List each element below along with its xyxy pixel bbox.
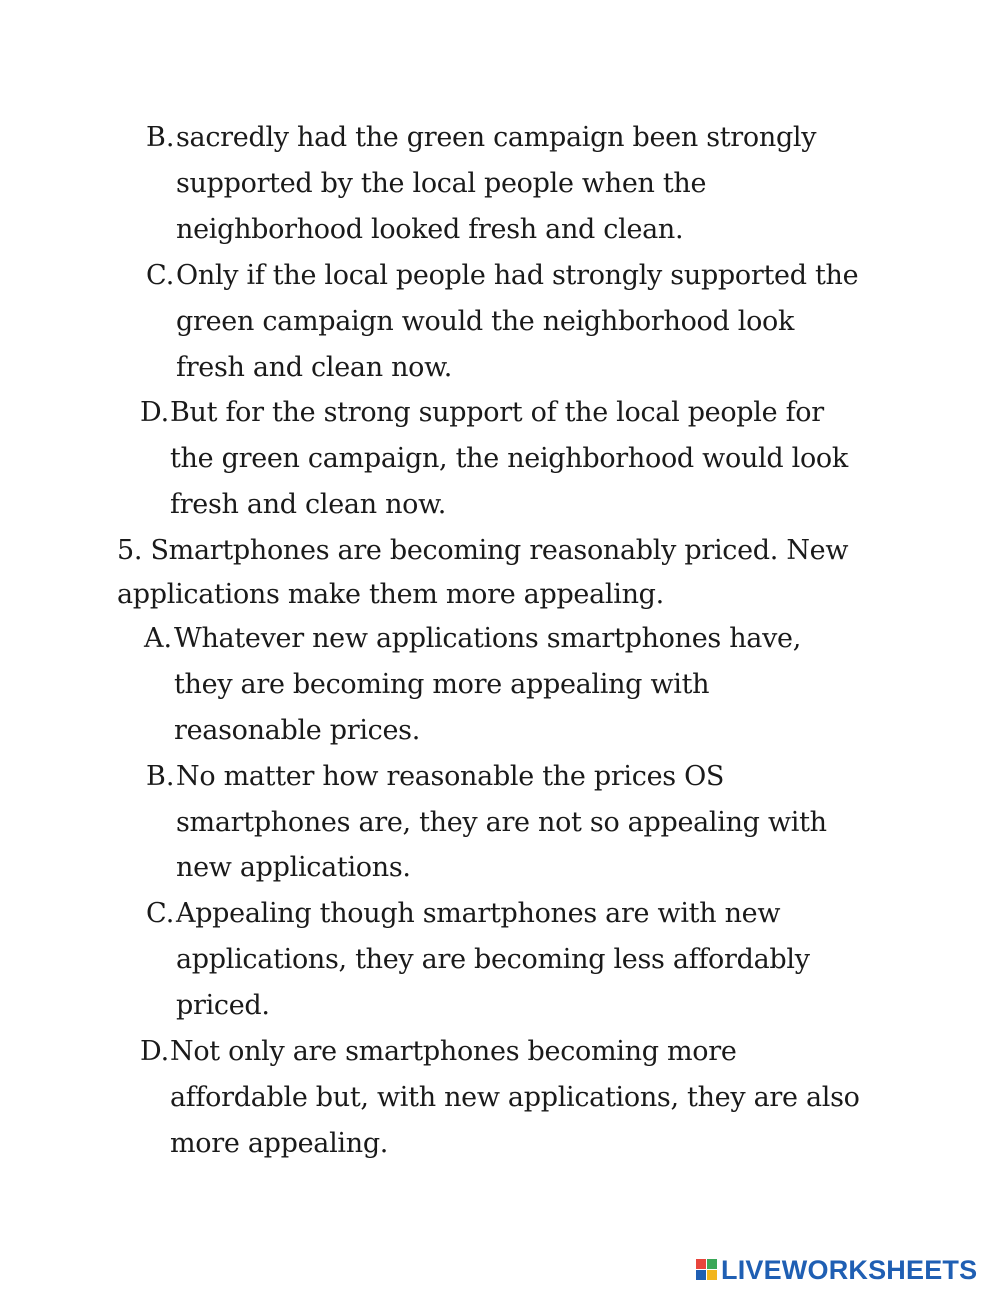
- q5-option-c-line-2: applications, they are becoming less affordably: [176, 944, 810, 975]
- q5-option-d-letter: D.: [140, 1036, 170, 1067]
- q5-option-c-line-3: priced.: [176, 990, 270, 1021]
- liveworksheets-wordmark: LIVEWORKSHEETS: [721, 1255, 978, 1285]
- q4-option-c-line-2: green campaign would the neighborhood look: [176, 306, 795, 337]
- q5-option-b-line-3: new applications.: [176, 852, 411, 883]
- q4-option-c-line-3: fresh and clean now.: [176, 352, 452, 383]
- q4-option-c-line-1: Only if the local people had strongly supported the: [176, 260, 859, 291]
- logo-square-red: [696, 1259, 706, 1269]
- q4-option-b-line-1: sacredly had the green campaign been strongly: [176, 122, 817, 153]
- q4-option-d-letter: D.: [140, 397, 170, 428]
- q4-option-d-line-2: the green campaign, the neighborhood would look: [170, 443, 848, 474]
- q5-option-a-line-3: reasonable prices.: [174, 715, 421, 746]
- q4-option-d-line-3: fresh and clean now.: [170, 489, 446, 520]
- liveworksheets-grid-icon: [696, 1259, 718, 1281]
- q5-option-b-line-2: smartphones are, they are not so appealing with: [176, 807, 827, 838]
- q5-prompt-line-1: 5. Smartphones are becoming reasonably priced. New: [117, 535, 849, 566]
- liveworksheets-logo: [696, 1256, 977, 1284]
- q4-option-b-letter: B.: [146, 122, 175, 153]
- q4-option-c-letter: C.: [146, 260, 175, 291]
- q5-option-a-line-2: they are becoming more appealing with: [174, 669, 710, 700]
- q5-option-d-line-1: Not only are smartphones becoming more: [170, 1036, 737, 1067]
- logo-square-green: [707, 1259, 717, 1269]
- q5-option-c-letter: C.: [146, 898, 175, 929]
- logo-square-yellow: [707, 1270, 717, 1280]
- q4-option-b-line-3: neighborhood looked fresh and clean.: [176, 214, 684, 245]
- q4-option-d-line-1: But for the strong support of the local people for: [170, 397, 824, 428]
- q5-option-d-line-3: more appealing.: [170, 1128, 389, 1159]
- q5-prompt-line-2: applications make them more appealing.: [117, 579, 664, 610]
- q5-option-b-line-1: No matter how reasonable the prices OS: [176, 761, 725, 792]
- q4-option-b-line-2: supported by the local people when the: [176, 168, 707, 199]
- q5-option-c-line-1: Appealing though smartphones are with new: [176, 898, 781, 929]
- q5-option-d-line-2: affordable but, with new applications, they are also: [170, 1082, 860, 1113]
- q5-option-a-letter: A.: [144, 623, 173, 654]
- logo-square-blue: [696, 1270, 706, 1280]
- q5-option-b-letter: B.: [146, 761, 175, 792]
- q5-option-a-line-1: Whatever new applications smartphones have,: [174, 623, 802, 654]
